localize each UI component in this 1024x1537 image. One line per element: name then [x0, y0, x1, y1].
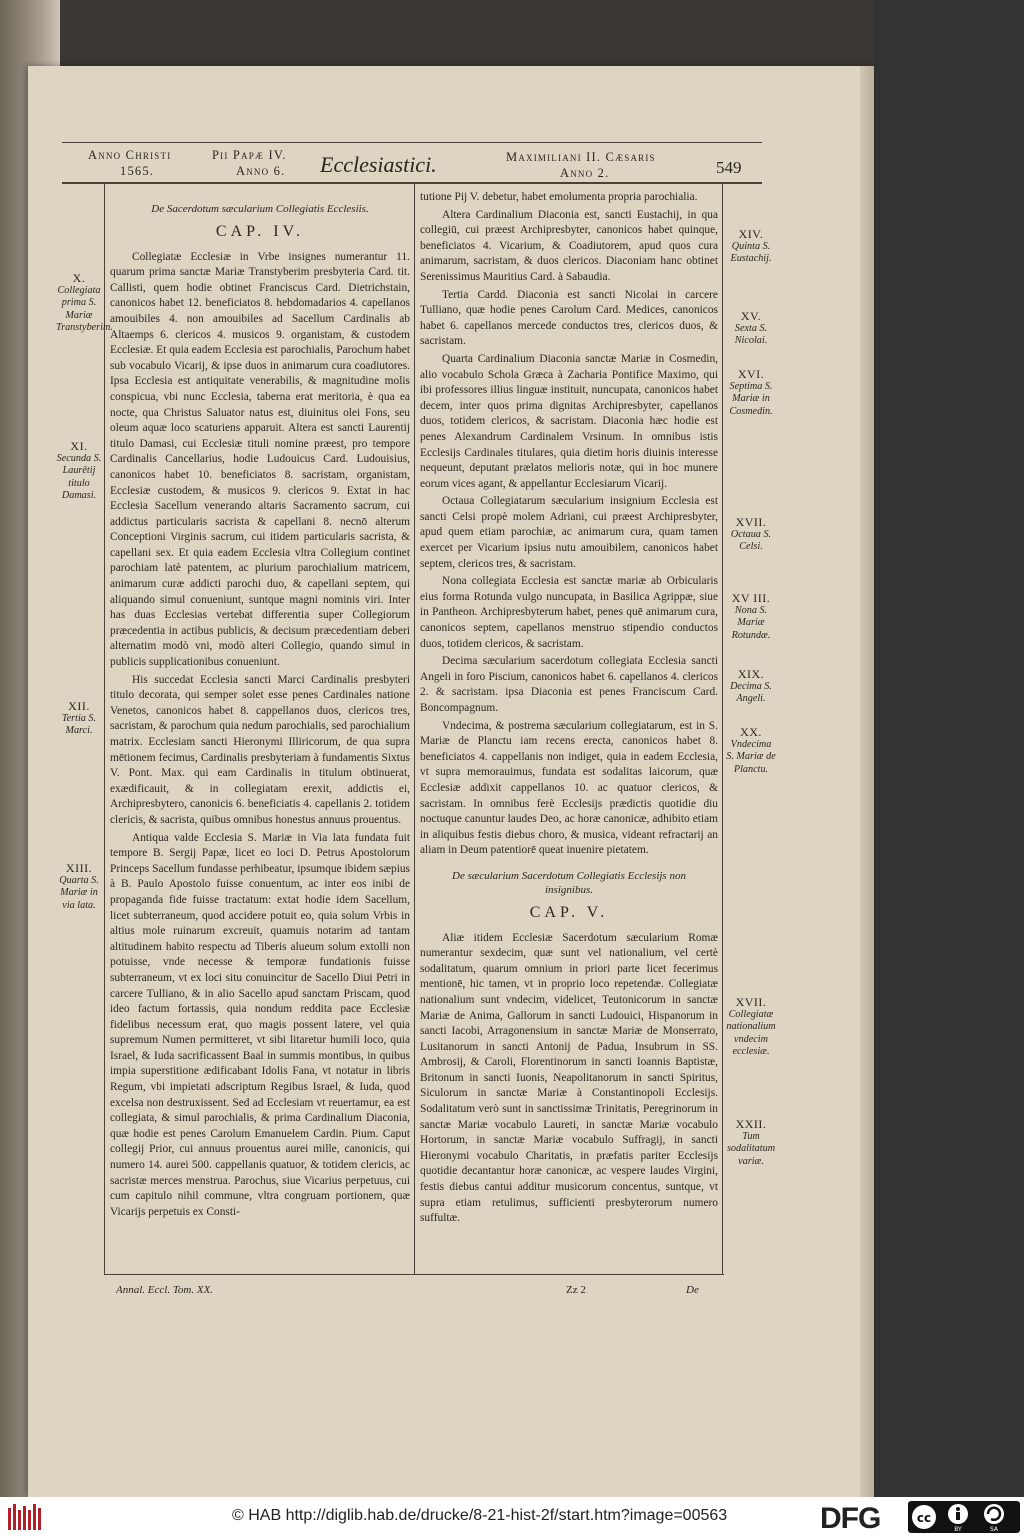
margin-note-number: XI. [70, 439, 88, 453]
footer-volume: Annal. Eccl. Tom. XX. [116, 1284, 214, 1296]
svg-text:SA: SA [989, 1526, 999, 1533]
margin-note-text: Collegiatæ nationalium vndecim ecclesiæ. [726, 1008, 776, 1058]
margin-note-text: Tertia S. Marci. [61, 712, 97, 737]
paragraph: Quarta Cardinalium Diaconia sanctæ Mariæ in Cosmedin, alio vocabulo Schola Græca à Zacharia Pontifice Maximo, qui ibi professores illius linguæ instituit, nuncupata, canonicos habet decem, inter quos prima dignitas Archipresbyter, capellanos duos, totidem clericos, & sacristam. Diaconia hæc hodie est penes Alexandrum Cardinalem Vrsinum. In omnibus istis Ecclesijs Cardinales titulares, quia dietim horis diuinis interesse nequeunt, deputant prælatos melioris notæ, qui in hoc munere eorum vices agant, & appellantur Ecclesiarum Vicarij. [420, 352, 718, 490]
margin-note-text: Quarta S. Mariæ in via lata. [59, 874, 99, 911]
header-emperor-year: Anno 2. [560, 166, 610, 180]
margin-note-number: XXII. [735, 1117, 767, 1131]
page-edge [860, 66, 874, 1497]
margin-note-number: XX. [740, 725, 762, 739]
background-top [0, 0, 1024, 66]
svg-text:cc: cc [916, 1511, 932, 1525]
margin-note-text: Sexta S. Nicolai. [734, 322, 768, 347]
hab-logo-icon [6, 1502, 42, 1532]
header-pope-year: Anno 6. [236, 164, 286, 178]
column-rule-right [722, 184, 723, 1274]
paragraph: Aliæ itidem Ecclesiæ Sacerdotum sæcularium Romæ numerantur sexdecim, quæ sunt vel nationalium, vel certè sodalitatum, quarum omnium in priori parte licet fecerimus mentionē, hic tamen, vt in proprio loco repetendæ. Collegiatæ nationalium sunt vndecim, videlicet, Teutonicorum in sanctæ Mariæ de Anima, Gallorum in sancti Ludouici, Hispanorum in sancti Iacobi, Arragonensium in sanctæ Mariæ de Monserrato, Lusitanorum in sancti Antonij de Padua, Insubrum in SS. Ambrosij, & Caroli, Florentinorum in sancti Ioannis Baptistæ, Britonum in sancti Iuonis, Neapolitanorum in sancti Spiritus, Siculorum in sanctæ Mariæ à Constantinopoli Ecclesijs. Sodalitatum verò sunt in sanctissimæ Trinitatis, Peregrinorum in sanctæ Mariæ vocabulo Laureti, in sanctæ Mariæ vocabulo Hortorum, in sanctæ Mariæ vocabulo Suffragij, in sancti Hieronymi vocabulo Charitatis, in præfatis pariter Ecclesijs quotidie decantantur horæ canonicæ, ac vespere laudes Virgini, festis diebus cantui additur musicorum concentus, suntque, vt supra etiam retulimus, sufficienti presbyterorum numero suffultæ. [420, 931, 718, 1225]
margin-note [56, 700, 102, 738]
page-number: 549 [716, 158, 742, 177]
margin-note [726, 996, 776, 1059]
chapter-number-v: CAP. V. [529, 903, 609, 921]
footer-signature: Zz 2 [566, 1284, 586, 1296]
paragraph: tutione Pij V. debetur, habet emolumenta propria parochialia. [420, 191, 698, 203]
column-rule-left [104, 184, 105, 1274]
page-title: Ecclesiastici. [320, 152, 437, 177]
margin-note-number: XII. [68, 699, 90, 713]
margin-note-number: XIX. [737, 667, 765, 681]
header-emperor: Maximiliani II. Cæsaris [506, 150, 656, 164]
margin-note [726, 668, 776, 706]
margin-note-text: Secunda S. Laurētij titulo Damasi. [56, 452, 102, 502]
margin-note-number: XVII. [735, 995, 767, 1009]
cc-license-icon[interactable] [908, 1501, 1020, 1533]
paragraph: Collegiatæ Ecclesiæ in Vrbe insignes numerantur 11. quarum prima sanctæ Mariæ Transtyberim presbyteria Card. tit. Callisti, quem hodie obtinet Franciscus Card. Dietrichstain, canonicos habet 12. beneficiatos 8. hebdomadarios 4. capellanos amouibiles 4. non amouibiles ad Sacellum Cardinalis ab Altaemps 6. clericos 4. musicos 9. organistam, & custodem Ecclesiæ. Et quia eadem Ecclesia est parochialis, Parochum habet sub vocabulo Vicarij, & ipse duos in animarum cura coadiutores. Ipsa Ecclesia est antiquitate venerabilis, & magnitudine molis conspicua, vbi nunc Ecclesia, taberna erat meritoria, è qua ea nocte, qua Christus Saluator natus est, diuinitus olei Fons, seu oleum aquæ loco scaturiens apparuit. Altera est sancti Laurentij titulo Damasi, cui Ecclesiæ tituli nomine præest, pro tempore Cardinalis Cancellarius, hodie Ludouicus Card. Ludouisius, canonicos habet 10. beneficiatos 8. sacristam, organistam, Ecclesiæ custodem, & musicos 9. clericos 9. Extat in hac Ecclesia Sacellum venerando altaris Sacramento sacrum, cui addictus particularis sacrista & capellani 8. necnō alterum Conceptioni Virginis sacrum, cui itidem particularis sacrista, & capellani sex. Et quia eadem Ecclesia vltra Collegium continet parochiam latè patentem, ac plurium parochialium matricem, animarum curæ addicti parochi duo, & capellani septem, qui aliquando simul conueniunt, suntque magni nominis viri. Inter has duas Ecclesias vertebat differentia super Collegiorum præcedentia in actibus publicis, & decisum præcedentiam deberi alternatim modò vni, modò alteri Collegio, quando simul in publicis supplicationibus conueniunt. [110, 250, 410, 669]
paragraph: Octaua Collegiatarum sæcularium insignium Ecclesia est sancti Celsi propè molem Adriani, cui præest Archipresbyter, apud quem etiam parochiæ, ac animarum cura, quam tamen exercet per Vicarium ipsius nutu amouibilem, canonicos habet septem, clericos tres, & sacristam. [420, 495, 718, 570]
margin-note [56, 862, 102, 912]
margin-note-text: Vndecima S. Mariæ de Planctu. [726, 738, 776, 775]
chapter-number-iv: CAP. IV. [215, 223, 305, 240]
margin-note [726, 592, 776, 642]
paragraph: Altera Cardinalium Diaconia est, sancti Eustachij, in qua collegiū, cui præest Archipresbyter, canonicos habet quinque, beneficiatos 4. Vicarium, & Coadiutorem, apud quos cura animarum, sacristam, & duos clericos. Diaconiam hanc obtinet Serenissimus Mauritius Card. à Sabaudia. [420, 208, 718, 283]
margin-note-number: XIII. [65, 861, 93, 875]
margin-note-number: XV. [740, 309, 762, 323]
margin-note [726, 516, 776, 554]
footer-catchword: De [686, 1284, 699, 1296]
header-pope: Pii Papæ IV. [212, 148, 287, 162]
header-rule-top [62, 142, 762, 143]
margin-note-text: Tum sodalitatum variæ. [726, 1130, 776, 1167]
margin-note-text: Quinta S. Eustachij. [730, 240, 772, 265]
dfg-logo: DFG [820, 1502, 881, 1535]
bottom-rule [104, 1274, 724, 1275]
background-right [874, 0, 1024, 1497]
margin-note [726, 310, 776, 348]
margin-note [726, 228, 776, 266]
paragraph: Antiqua valde Ecclesia S. Mariæ in Via lata fundata fuit tempore B. Sergij Papæ, licet eo loci D. Petrus Apostolorum Princeps Sacellum fundasse perhibeatur, ipsumque ibidem sæpius à B. Paulo Apostolo fuisse conuentum, ac inter eos inibi de propaganda fide fuisse tractatum: extat hodie idem Sacellum, licet subterraneum, quod accidere potuit eo, quia solum Vrbis in altius mole ruinarum excreuit, quamuis notarim ad tantam altitudinem habito respectu ad Tiberis alueum solum extolli non potuisse, vnde necesse & temporæ fundationis fuisse subterraneum, vt ex loci situ conuincitur de Sacello Diui Petri in carcere Tulliano, & in alio Sacello apud sanctam Priscam, quod ideo factum fortassis, quia nondum reddita pace Ecclesiæ fidelibus necessum erat, quo magis possent latere, vel quia supremum Numen permitteret, vt sibi litaretur humili loco, quia Israel, & Iuda sacrificassent Baal in summis montibus, in quibus impia superstitione ædificabant Idolis Fana, vt notatur in libris Regum, vbi impietati adscriptum Regibus Israel, & Iuda, quod excelsa non destruxissent. Sed ad Ecclesiam vt reuertamur, ea est collegiata, & simul parochialis, & prima Cardinalium Diaconia, quæ hodie est penes Carolum Emanuelem Cardin. Pium. Caput collegij Prior, cui annuus prouentus aurei mille, canonicis, qui numero 14. aurei 500. cappellanis quatuor, & totidem clericis, ac sacristæ merces menstrua. Parochus, siue Vicarius perpetuus, cui cum capitulo nihil commune, vltra congruam portionem, quæ Vicarijs perpetuis ex Consti- [110, 831, 410, 1218]
credit-link[interactable]: © HAB http://diglib.hab.de/drucke/8-21-hist-2f/start.htm?image=00563 [232, 1507, 728, 1524]
margin-note-number: XV III. [731, 591, 771, 605]
left-column [110, 198, 410, 1274]
margin-note [726, 726, 776, 776]
margin-note-number: XIV. [738, 227, 764, 241]
margin-note-number: XVII. [735, 515, 767, 529]
paragraph: His succedat Ecclesia sancti Marci Cardinalis presbyteri titulo decorata, qui semper solet esse penes Cardinales natione Venetos, canonicos habet 8. cappellanos duos, clericos tres, sacristam, & parochum quia nedum parochialis, sed parochialium matrix. Ecclesiam sancti Hieronymi Illiricorum, de qua supra mētionem fecimus, Cardinalis presbyteriam à fundamentis Sixtus V. Pont. Max. qui eam Cardinalis in titulum obtinuerat, exædificauit, & in collegiatam erexit, addictis ei, Archipresbytero, canonicis 6. beneficiatis 4. capellanis 2. totidem clericis, & sacrista, quibus omnibus honestus annuus prouentus. [110, 673, 410, 826]
margin-note [56, 440, 102, 503]
margin-note [726, 368, 776, 418]
margin-note-text: Nona S. Mariæ Rotundæ. [731, 604, 771, 641]
header-anno-christi: Anno Christi [88, 148, 172, 162]
column-rule-middle [414, 184, 415, 1274]
margin-note-number: X. [72, 271, 86, 285]
margin-note-text: Decima S. Angeli. [730, 680, 772, 705]
right-column [420, 190, 718, 1270]
header-year: 1565. [120, 164, 155, 178]
margin-note-number: XVI. [737, 367, 765, 381]
margin-note-text: Septima S. Mariæ in Cosmedin. [729, 380, 773, 417]
paragraph: Nona collegiata Ecclesia est sanctæ mariæ ab Orbicularis eius forma Rotunda vulgo nuncupata, in Basilica Agrippæ, siue in Pantheon. Archipresbyterum habet, penes quē animarum cura, canonicos septem, capellanos menstruo stipendio conductos duos, totidem clericos, & sacristam. [420, 575, 718, 650]
paragraph: Vndecima, & postrema sæcularium collegiatarum, est in S. Mariæ de Planctu iam recens erecta, canonicos habet 8. beneficiatos 4. cappellanis non indiget, quia in eadem Ecclesia, vt supra memorauimus, fundata est sodalitas laicorum, quæ Ecclesiæ addixit cappellanos 10. ac quatuor clericos, & sacristam. In omnibus ferè Ecclesijs prædictis quotidie diu noctuque canuntur laudes Deo, ac horæ canonicæ, adhibito etiam in aliquibus festis diebus choro, & musica, videant refractarij an aliam in Deum patentiorē queat inuenire pietatem. [420, 719, 718, 857]
chapter-heading-v: De sæcularium Sacerdotum Collegiatis Ecclesijs non insignibus. [452, 869, 686, 896]
chapter-heading-iv: De Sacerdotum sæcularium Collegiatis Ecclesiis. [151, 203, 369, 215]
margin-note-text: Collegiata prima S. Mariæ Transtyberim. [56, 284, 113, 334]
margin-note [726, 1118, 776, 1168]
paragraph: Tertia Cardd. Diaconia est sancti Nicolai in carcere Tulliano, quæ hodie penes Carolum Card. Medices, canonicos habet 6. capellanos mercede conductos tres, clericos duos, & sacristam. [420, 288, 718, 348]
header-rule-bottom [62, 182, 762, 184]
svg-text:BY: BY [954, 1526, 962, 1533]
paragraph: Decima sæcularium sacerdotum collegiata Ecclesia sancti Angeli in foro Piscium, canonicos habet 6. capellanos 4. clericos 2. & sacristam. ipsa Diaconia est penes Franciscum Card. Boncompagnum. [420, 655, 718, 714]
margin-note-text: Octaua S. Celsi. [730, 528, 772, 553]
margin-note [56, 271, 113, 335]
